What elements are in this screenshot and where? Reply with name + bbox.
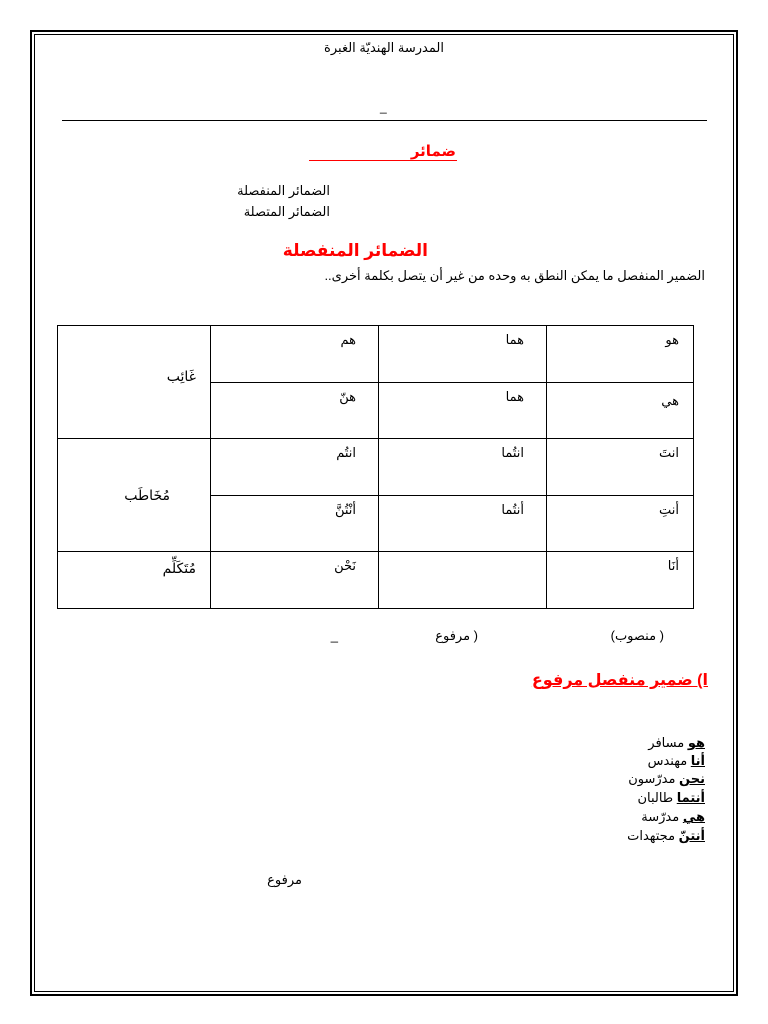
toc-item-separate: الضمائر المنفصلة (237, 183, 330, 198)
cell-text: أنتُما (501, 502, 524, 517)
table-cell (547, 496, 694, 552)
cell-text: هما (505, 389, 524, 404)
table-cell (211, 439, 379, 496)
header-dash: _ (380, 100, 387, 114)
example-line (641, 809, 705, 825)
table-cell (547, 383, 694, 439)
example-predicate: مهندس (647, 753, 691, 768)
cell-text: هو (665, 332, 679, 347)
category-absent: غَائِب (166, 368, 196, 384)
status-mansub: ( منصوب) (610, 628, 664, 643)
table-cell (211, 552, 379, 609)
example-pronoun: هي (682, 809, 705, 824)
example-line (637, 790, 705, 806)
cell-text: هي (661, 393, 679, 408)
example-pronoun: هو (687, 735, 705, 750)
subsection-title: ا) ضمير منفصل مرفوع (531, 672, 708, 689)
footer-word: مرفوع (267, 872, 302, 887)
school-name: المدرسة الهنديّة الغبرة (324, 40, 444, 55)
example-pronoun: نحن (679, 771, 705, 786)
category-cell-speaker (58, 552, 211, 609)
table-cell (547, 439, 694, 496)
table-cell (379, 383, 547, 439)
table-cell (379, 496, 547, 552)
table-cell (379, 326, 547, 383)
table-cell (379, 552, 547, 609)
example-pronoun: أنتنّ (678, 828, 705, 843)
table-cell (211, 326, 379, 383)
example-predicate: مجتهدات (627, 828, 679, 843)
table-cell (547, 552, 694, 609)
cell-text: انتَ (659, 445, 679, 460)
category-speaker: مُتَكَلِّم (162, 560, 196, 576)
cell-text: هم (340, 332, 356, 347)
status-dash: _ (330, 628, 338, 643)
pronoun-table (57, 325, 694, 609)
cell-text: انتُما (501, 445, 524, 460)
section-definition: الضمير المنفصل ما يمكن النطق به وحده من غير أن يتصل بكلمة أخرى.. (324, 268, 705, 283)
cell-text: أنَا (667, 558, 679, 573)
status-marfu: ( مرفوع (435, 628, 478, 643)
cell-text: هنّ (339, 389, 356, 404)
cell-text: أنْتُنَّ (334, 502, 356, 517)
example-line (628, 771, 705, 787)
header-rule (62, 120, 707, 121)
cell-text: انتُم (336, 445, 356, 460)
toc-item-attached: الضمائر المتصلة (243, 204, 330, 219)
example-line (648, 735, 705, 751)
category-cell-addressee (58, 439, 211, 552)
table-cell (379, 439, 547, 496)
section-title: الضمائر المنفصلة (282, 241, 428, 260)
table-cell (211, 496, 379, 552)
example-predicate: طالبان (637, 790, 677, 805)
example-predicate: مسافر (648, 735, 688, 750)
example-predicate: مدرّسون (628, 771, 680, 786)
page-title: ضمائر (410, 143, 456, 160)
category-addressee: مُخَاطَب (124, 487, 170, 503)
example-pronoun: أنتما (676, 790, 705, 805)
example-line (627, 828, 705, 844)
example-predicate: مدرّسة (641, 809, 683, 824)
cell-text: نَحْن (334, 558, 356, 573)
title-underline (309, 160, 457, 161)
category-cell-absent (58, 326, 211, 439)
cell-text: هما (505, 332, 524, 347)
table-cell (211, 383, 379, 439)
table-cell (547, 326, 694, 383)
cell-text: أنتِ (659, 502, 679, 517)
example-pronoun: أنا (690, 753, 705, 768)
example-line (648, 753, 705, 769)
